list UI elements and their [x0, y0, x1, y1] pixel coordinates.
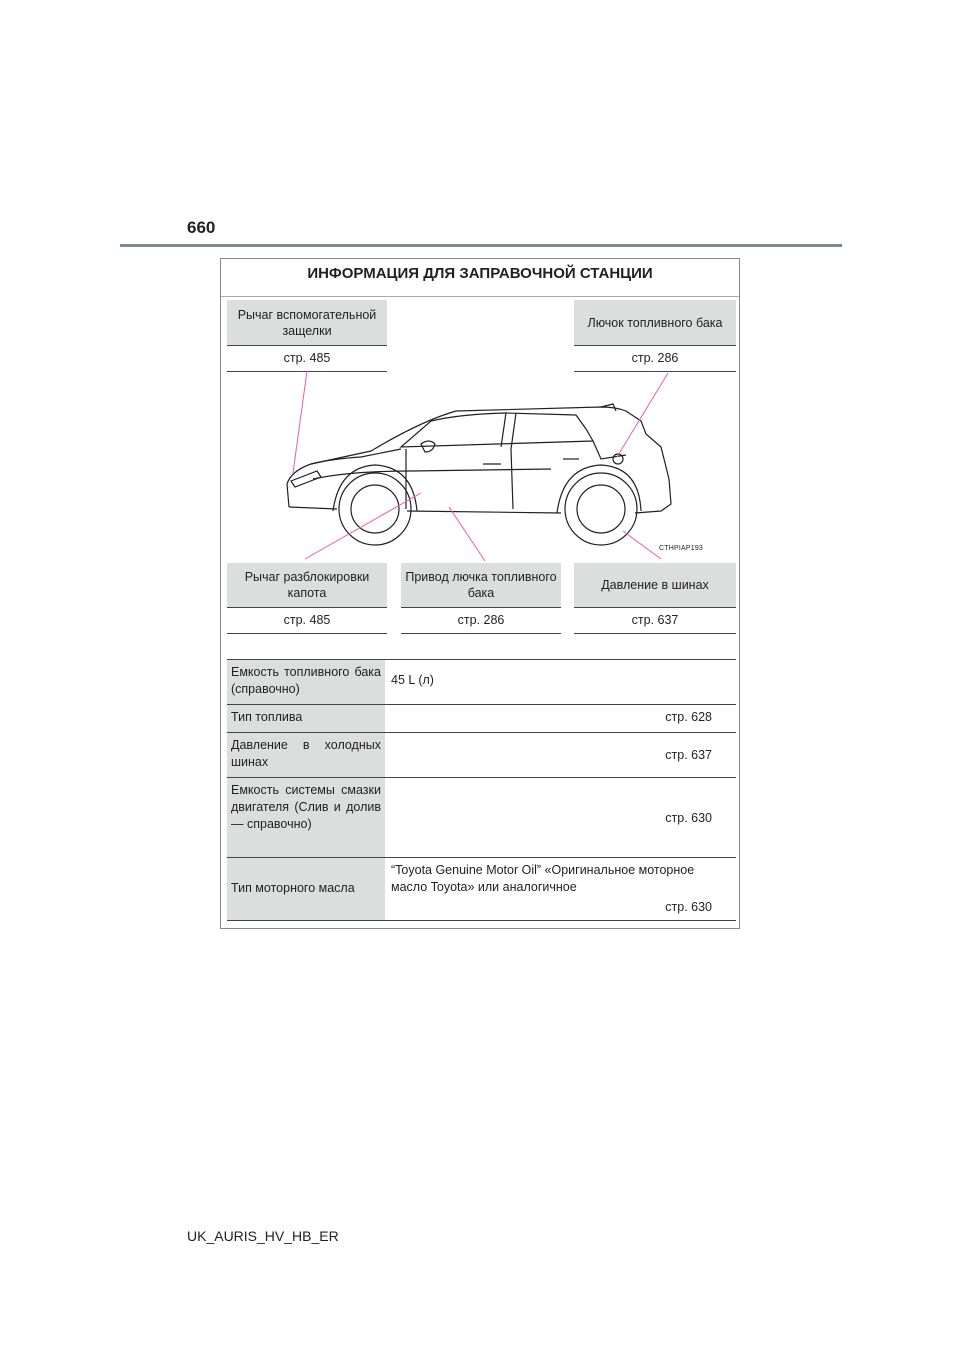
spec-value [385, 778, 736, 857]
table-row [227, 705, 736, 733]
section-title: ИНФОРМАЦИЯ ДЛЯ ЗАПРАВОЧНОЙ СТАНЦИИ [221, 259, 739, 297]
fuel-door-opener-page[interactable]: стр. 286 [401, 607, 561, 634]
spec-label: Емкость системы смазки двигателя (Слив и долив — справочно) [227, 778, 385, 857]
spec-label: Тип моторного масла [227, 858, 385, 920]
table-row [227, 733, 736, 778]
spec-label: Тип топлива [227, 705, 385, 732]
spec-label: Давление в холодных шинах [227, 733, 385, 777]
spec-ref[interactable]: стр. 637 [665, 748, 712, 762]
spec-ref[interactable]: стр. 628 [665, 710, 712, 724]
fuel-door-opener-label: Привод лючка топливного бака [401, 563, 561, 607]
spec-value [385, 858, 736, 920]
aux-latch-label: Рычаг вспомогательной защелки [227, 300, 387, 345]
header-rule [120, 244, 842, 247]
table-row [227, 660, 736, 705]
spec-value [385, 733, 736, 777]
page-number: 660 [187, 218, 216, 237]
car-illustration [221, 259, 739, 589]
image-code: CTHPIAP193 [659, 545, 704, 552]
spec-ref[interactable]: стр. 630 [665, 900, 712, 914]
footer-code: UK_AURIS_HV_HB_ER [187, 1228, 339, 1244]
oil-type-text: “Toyota Genuine Motor Oil” «Оригинальное моторное масло Toyota» или аналогичное [391, 863, 695, 894]
specs-table [227, 659, 736, 921]
spec-ref[interactable]: стр. 630 [665, 811, 712, 825]
hood-release-page[interactable]: стр. 485 [227, 607, 387, 634]
fuel-info-box [220, 258, 740, 929]
spec-value: 45 L (л) [391, 673, 434, 687]
hood-release-label: Рычаг разблокировки капота [227, 563, 387, 607]
spec-label: Емкость топливного бака (справочно) [227, 660, 385, 704]
tire-pressure-label: Давление в шинах [574, 563, 736, 607]
table-row [227, 778, 736, 858]
fuel-door-page[interactable]: стр. 286 [574, 345, 736, 372]
spec-value [385, 705, 736, 732]
fuel-door-label: Лючок топливного бака [574, 300, 736, 345]
tire-pressure-page[interactable]: стр. 637 [574, 607, 736, 634]
aux-latch-page[interactable]: стр. 485 [227, 345, 387, 372]
table-row [227, 858, 736, 921]
